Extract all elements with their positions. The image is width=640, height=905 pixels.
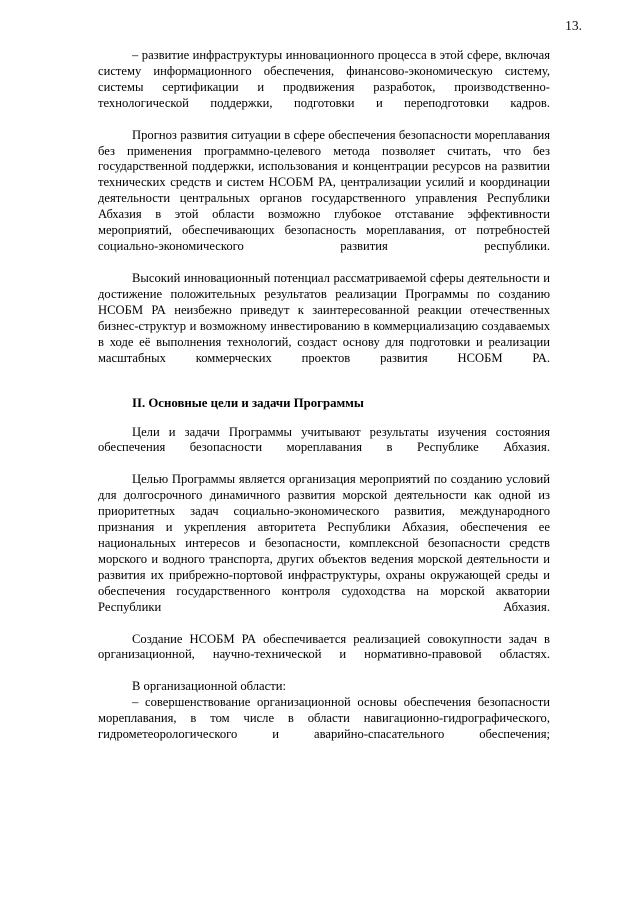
- paragraph: Целью Программы является организация мероприятий по созданию условий для долгосрочного динамичного развития морской деятельности как одной из приоритетных задач социально-экономического развития, международного признания и укрепления авторитета Республики Абхазия, обеспечения ее национальных интересов и безопасности, комплексной безопасности средств морского и водного транспорта, других объектов ведения морской деятельности и развития их прибрежно-портовой инфраструктуры, охраны окружающей среды и обеспечения государственного контроля судоходства на морской акватории Республики Абхазия.: [98, 472, 550, 614]
- page-number: 13.: [565, 18, 582, 33]
- paragraph: – развитие инфраструктуры инновационного процесса в этой сфере, включая систему информационного обеспечения, финансово-экономическую систему, системы сертификации и продвижения разработок, производственно-технологической поддержки, подготовки и переподготовки кадров.: [98, 48, 550, 110]
- paragraph: Прогноз развития ситуации в сфере обеспечения безопасности мореплавания без применения программно-целевого метода позволяет считать, что без государственной поддержки, использования и концентрации ресурсов на развитии технических средств и систем НСОБМ РА, централизации усилий и координации деятельности центральных органов государственного управления Республики Абхазия в этой области возможно глубокое отставание эффективности мероприятий, обеспечивающих безопасность мореплавания, от потребностей социально-экономического развития республики.: [98, 127, 550, 254]
- section-spacer: [98, 412, 550, 425]
- paragraph: Создание НСОБМ РА обеспечивается реализацией совокупности задач в организационной, научно-технической и нормативно-правовой областях.: [98, 631, 550, 662]
- paragraph: – совершенствование организационной основы обеспечения безопасности мореплавания, в том числе в области навигационно-гидрографического, гидрометеорологического и аварийно-спасательного обеспечения;: [98, 695, 550, 742]
- paragraph: Высокий инновационный потенциал рассматриваемой сферы деятельности и достижение положительных результатов реализации Программы по созданию НСОБМ РА неизбежно приведут к заинтересованной реакции отечественных бизнес-структур и возможному инвестированию в коммерциализацию создаваемых в ходе её выполнения технологий, создаст основу для подготовки и реализации масштабных коммерческих проектов развития НСОБМ РА.: [98, 270, 550, 365]
- paragraph: В организационной области:: [132, 679, 286, 694]
- paragraph: Цели и задачи Программы учитывают результаты изучения состояния обеспечения безопасности мореплавания в Республике Абхазия.: [98, 424, 550, 455]
- section-heading: II. Основные цели и задачи Программы: [132, 396, 364, 411]
- document-body: [98, 48, 550, 759]
- section-spacer: [98, 382, 550, 395]
